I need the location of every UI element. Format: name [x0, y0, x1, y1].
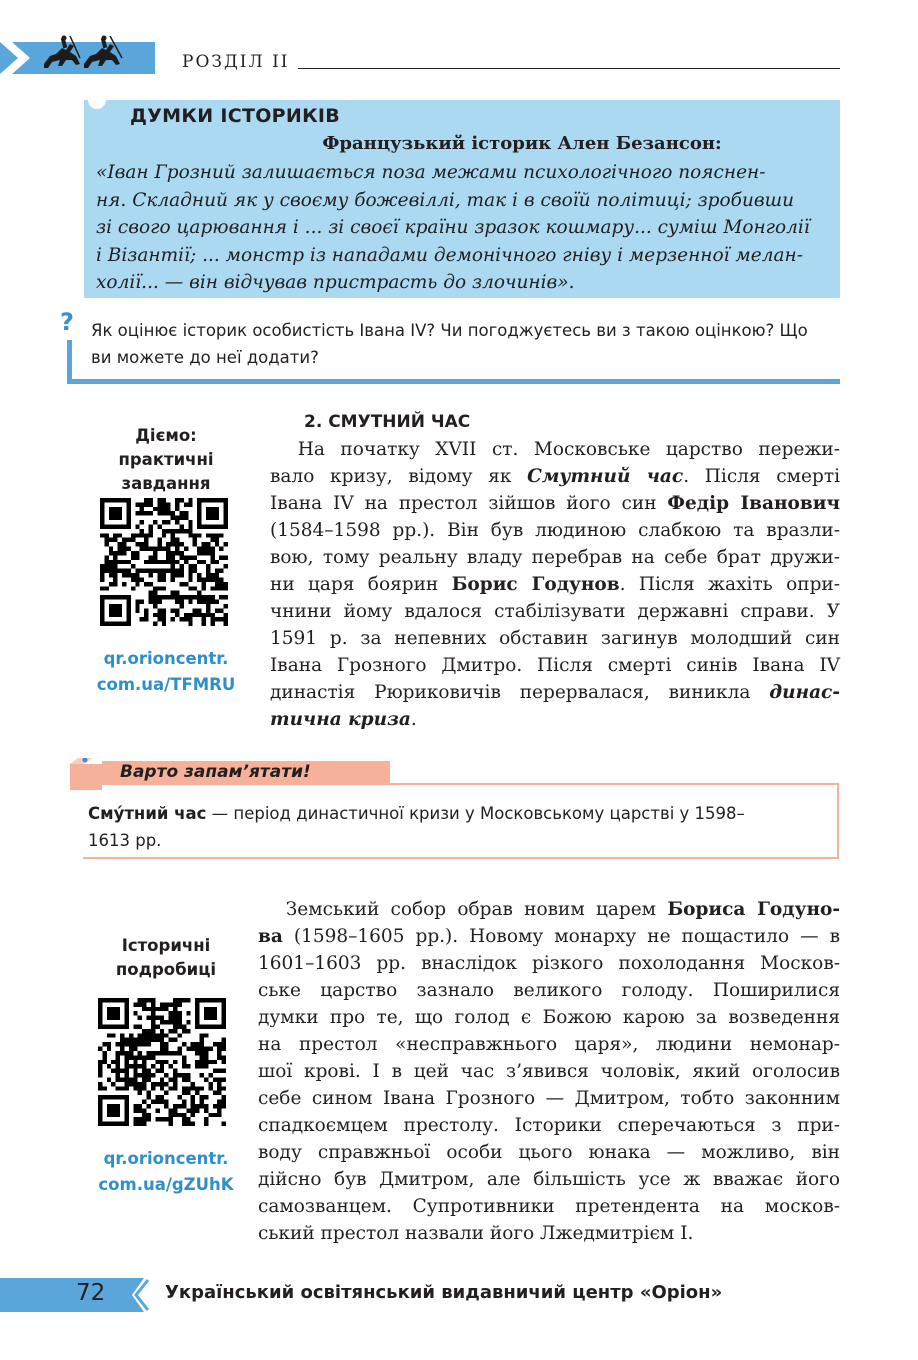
qr-link-practical[interactable]: [76, 646, 256, 698]
text-line: самозванцем. Супротивники претендента на москов-: [258, 1196, 840, 1217]
text-line: На початку XVII ст. Московське царство пережи-: [270, 439, 840, 460]
emphasis-term: тична криза: [270, 709, 411, 730]
bold-name: Бориса Годуно-: [667, 899, 840, 920]
question-underline: [67, 379, 840, 384]
question-bar: [67, 340, 72, 384]
quote-line: і Візантії; ... монстр із нападами демонічного гніву і мерзенної мелан-: [96, 244, 803, 266]
qr-code-icon[interactable]: [98, 998, 226, 1126]
text-line: шої крові. І в цей час з’явився чоловік, який оголосив: [258, 1061, 840, 1082]
question-line: Як оцінює історик особистість Івана IV? Чи погоджуєтесь ви з такою оцінкою? Що: [91, 321, 808, 340]
remember-definition: [88, 800, 833, 854]
text-line: Земський собор обрав новим царем Бориса Годуно-: [258, 899, 840, 920]
text-line: династія Рюриковичів перервалася, виникла динас-: [270, 682, 840, 703]
qr-link-line: qr.orioncentr.: [103, 1149, 229, 1168]
sidebar-details-title: [96, 934, 236, 982]
header-rule: [298, 68, 840, 69]
bullet-dot-icon: [86, 100, 108, 118]
bold-name: Федір Іванович: [667, 493, 840, 514]
definition-line: 1613 рр.: [88, 831, 162, 850]
text-line: 1591 р. за непевних обставин загинув молодший син: [270, 628, 840, 649]
emphasis-term: динас-: [769, 682, 840, 703]
text-line: ське царство зазнало великого голоду. Поширилися: [258, 980, 840, 1001]
horse-riders-icon: [40, 34, 130, 76]
text-line: дійсно був Дмитром, але більшість усе ж вважає його: [258, 1169, 840, 1190]
text-line: вою, тому реальну владу перебрав на себе брат дружи-: [270, 547, 840, 568]
section-label: РОЗДІЛ II: [182, 52, 290, 72]
sidebar-title-line: завдання: [121, 474, 211, 493]
quote-line: ня. Складний як у своєму божевіллі, так і в своїй політиці; зробивши: [96, 189, 795, 211]
sidebar-title-line: Історичні: [121, 936, 211, 955]
remember-label: Варто запам’ятати!: [120, 762, 311, 782]
question-line: ви можете до неї додати?: [91, 348, 319, 367]
qr-link-line: com.ua/gZUhK: [98, 1175, 234, 1194]
section-body: [258, 896, 840, 1247]
section-heading: 2. СМУТНИЙ ЧАС: [304, 412, 471, 432]
text-line: тична криза.: [270, 709, 417, 730]
question-mark-icon: ?: [60, 308, 74, 336]
qr-code-icon[interactable]: [100, 498, 228, 626]
text-line: себе сином Івана Грозного — Дмитром, тобто законним: [258, 1088, 840, 1109]
text-line: (1584–1598 рр.). Він був людиною слабкою та вразли-: [270, 520, 840, 541]
chevron-left-icon: [128, 1278, 152, 1312]
text-line: Івана Грозного Дмитро. Після смерті синів Івана IV: [270, 655, 840, 676]
historian-author: Французький історик Ален Безансон:: [322, 133, 722, 154]
text-line: 1601–1603 рр. внаслідок різкого похолодання Москов-: [258, 953, 840, 974]
question-text: [91, 317, 841, 371]
text-line: ни царя боярин Борис Годунов. Після жахіть опри-: [270, 574, 840, 595]
text-line: спадкоємцем престолу. Історики сперечаються з при-: [258, 1115, 840, 1136]
section-body: [270, 436, 840, 733]
qr-link-line: com.ua/TFMRU: [96, 675, 236, 694]
bold-name: Борис Годунов: [451, 574, 620, 595]
publisher-name: Український освітянський видавничий центр «Оріон»: [165, 1282, 723, 1303]
page-number: 72: [76, 1280, 106, 1306]
definition-line: [88, 800, 833, 827]
text-line: чнини йому вдалося стабілізувати державні справи. У: [270, 601, 840, 622]
text-line: Івана IV на престол зійшов його син Федір Іванович: [270, 493, 840, 514]
text-line: на престол «несправжнього царя», людини немонар-: [258, 1034, 840, 1055]
text-line: ський престол назвали його Лжедмитрієм І.: [258, 1223, 694, 1244]
text-line: думки про те, що голод є Божою карою за возведення: [258, 1007, 840, 1028]
historian-quote: [96, 159, 832, 297]
sidebar-title-line: практичні: [118, 450, 214, 469]
text-line: вало кризу, відому як Смутний час. Після смерті: [270, 466, 840, 487]
chevron-right-icon: [0, 42, 40, 74]
historians-title: ДУМКИ ІСТОРИКІВ: [130, 105, 341, 127]
sidebar-title-line: Діємо:: [135, 426, 197, 445]
qr-link-details[interactable]: [76, 1146, 256, 1198]
definition-text: — період династичної кризи у Московському царстві у 1598–: [206, 804, 745, 823]
sidebar-title-line: подробиці: [115, 960, 217, 979]
quote-line: зі свого царювання і ... зі своєї країни зразок кошмару... суміш Монголії: [96, 217, 810, 238]
footer-band: [0, 1278, 132, 1312]
emphasis-term: Смутний час: [527, 466, 684, 487]
text-line: воду справжньої особи цього юнака — можливо, він: [258, 1142, 840, 1163]
quote-line: холії... — він відчував пристрасть до злочинів».: [96, 272, 575, 293]
bold-name: ва: [258, 926, 283, 947]
qr-link-line: qr.orioncentr.: [103, 649, 229, 668]
sidebar-practical-title: [96, 424, 236, 496]
quote-line: «Іван Грозний залишається поза межами психологічного пояснен-: [96, 162, 766, 183]
definition-term: Сму́тний час: [88, 804, 207, 823]
text-line: ва (1598–1605 рр.). Новому монарху не пощастило — в: [258, 926, 840, 947]
